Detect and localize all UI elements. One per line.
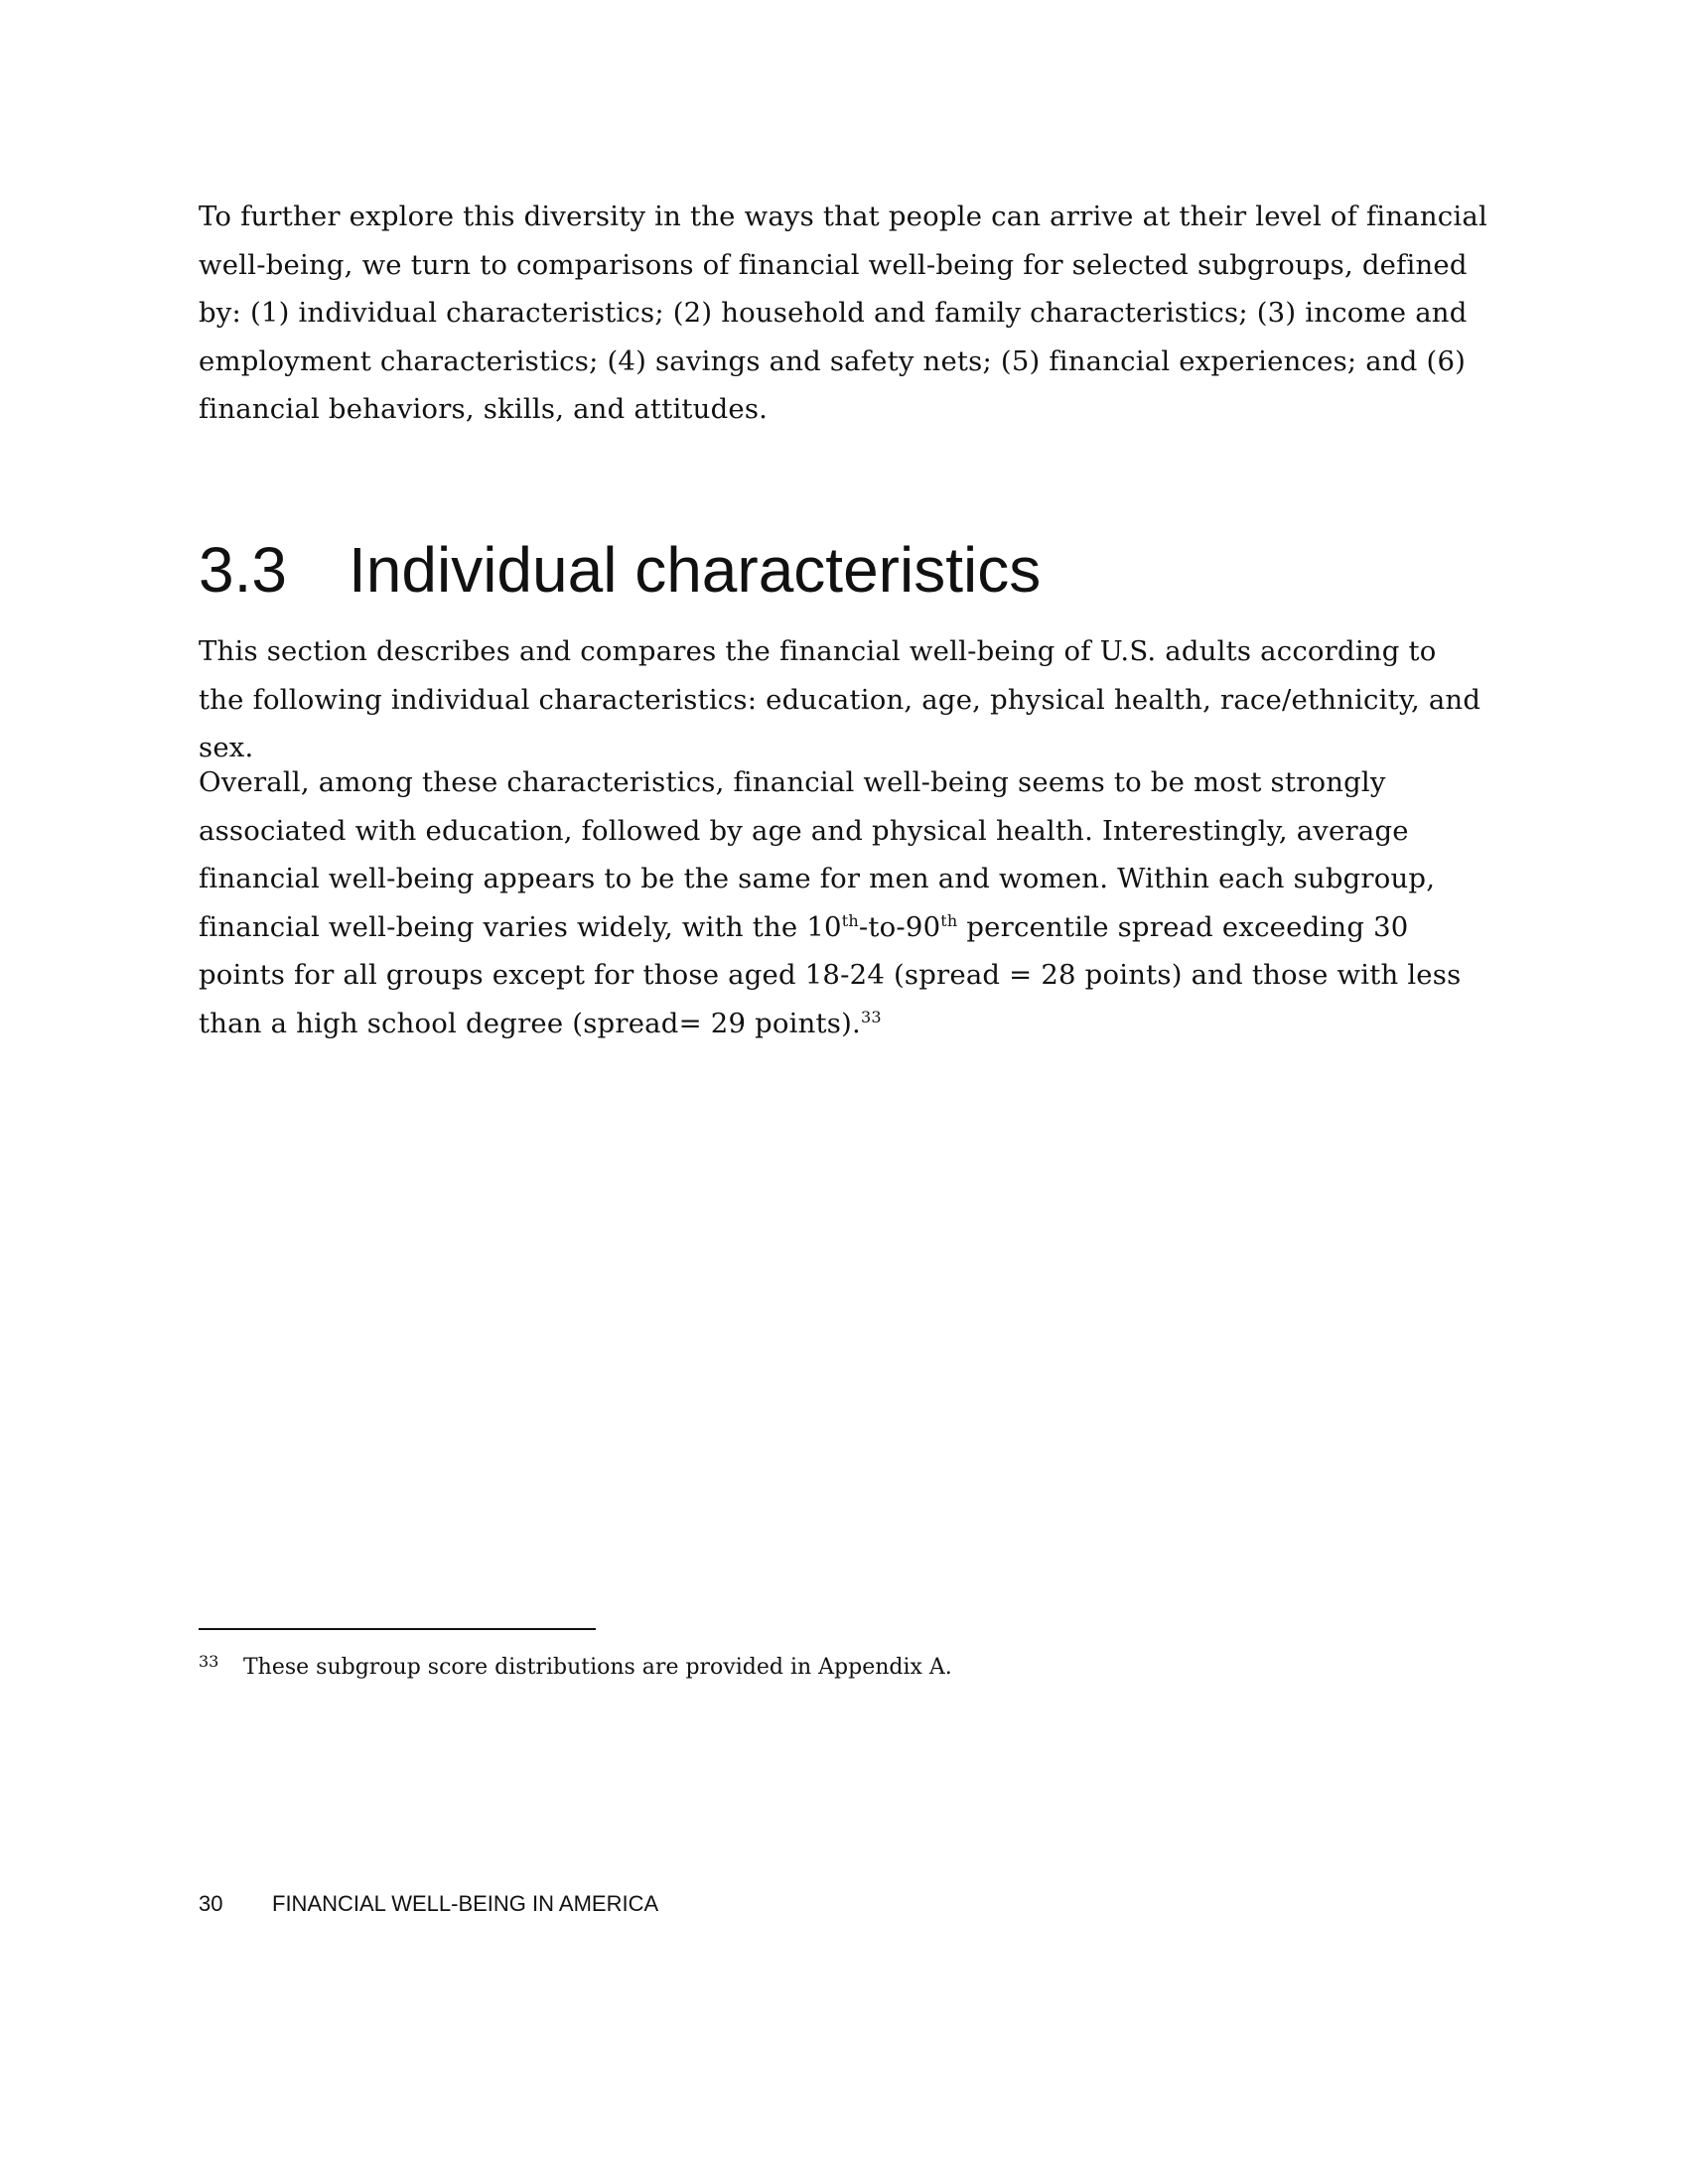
overall-paragraph-text-1: Overall, among these characteristics, financial well-being seems to be most strongly associated with education, followed by age and physical health. Interestingly, average financial well-being appears to be the same for men and women. Within each subgroup, financial well-being varies widely, with the 10 [199,766,1436,943]
footnote-reference[interactable]: 33 [860,1007,882,1026]
intro-paragraph: To further explore this diversity in the ways that people can arrive at their level of financial well-being, we turn to comparisons of financial well-being for selected subgroups, defined by: (1) individual characteristics; (2) household and family characteristics; (3) income and employment characteristics; (4) savings and safety nets; (5) financial experiences; and (6) financial behaviors, skills, and attitudes. [199,201,1487,425]
section-heading [199,530,1041,610]
overall-paragraph-text-3: percentile spread exceeding 30 points for all groups except for those aged 18-24 (spread = 28 points) and those with less than a high school degree (spread= 29 points). [199,910,1462,1039]
footnote-text: These subgroup score distributions are provided in Appendix A. [243,1655,952,1680]
page-number: 30 [199,1891,223,1916]
section-intro-paragraph: This section describes and compares the financial well-being of U.S. adults according to the following individual characteristics: education, age, physical health, race/ethnicity, and sex. [199,635,1481,763]
section-number: 3.3 [199,534,287,606]
page-footer [199,1889,658,1919]
footer-title: FINANCIAL WELL-BEING IN AMERICA [272,1891,659,1916]
overall-paragraph-text-2: -to-90 [858,910,941,943]
footnote: 33 These subgroup score distributions are provided in Appendix A. [199,1652,952,1680]
ordinal-suffix-10th: th [841,910,859,930]
footnote-separator [199,1628,596,1630]
overall-paragraph [199,758,1489,1047]
ordinal-suffix-90th: th [940,910,958,930]
section-title: Individual characteristics [349,534,1042,606]
